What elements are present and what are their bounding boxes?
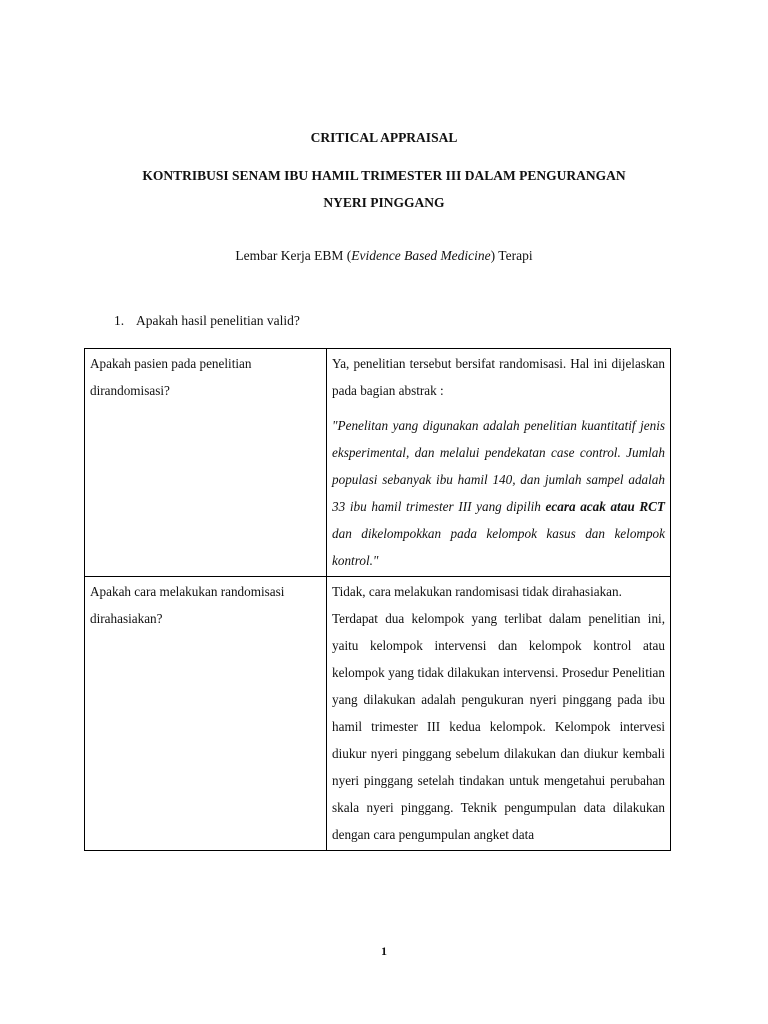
question-number: 1. [114, 313, 125, 328]
abstract-quote [332, 412, 665, 574]
quote-close: " [372, 553, 379, 568]
study-title-line-1: KONTRIBUSI SENAM IBU HAMIL TRIMESTER III DALAM PENGURANGAN [142, 168, 626, 183]
row-question: Apakah pasien pada penelitian dirandomisasi? [90, 356, 252, 398]
quote-part-1: "Penelitan yang digunakan adalah penelitian kuantitatif jenis eksperimental, dan melalui pendekatan case control. Jumlah populasi sebanyak ibu hamil 140, dan jumlah sampel adalah 33 ibu hamil trimester III yang dipilih [332, 418, 665, 514]
answer-intro: Ya, penelitian tersebut bersifat randomisasi. Hal ini dijelaskan pada bagian abstrak : [332, 356, 665, 398]
appraisal-table [84, 348, 671, 851]
question-cell [85, 349, 327, 577]
table-row [85, 577, 671, 851]
question-cell [85, 577, 327, 851]
worksheet-prefix: Lembar Kerja EBM ( [235, 248, 352, 263]
worksheet-suffix: ) Terapi [490, 248, 533, 263]
quote-part-2: dan dikelompokkan pada kelompok kasus dan kelompok kontrol. [332, 526, 665, 568]
study-title-line-2: NYERI PINGGANG [323, 195, 445, 210]
worksheet-label [0, 248, 768, 264]
document-title: CRITICAL APPRAISAL [310, 130, 458, 145]
page-number: 1 [381, 944, 387, 958]
table-row [85, 349, 671, 577]
question-text: Apakah hasil penelitian valid? [136, 313, 300, 328]
answer-paragraph-2: Terdapat dua kelompok yang terlibat dalam penelitian ini, yaitu kelompok intervensi dan kelompok kontrol atau kelompok yang tidak dilakukan intervensi. Prosedur Penelitian yang dilakukan adalah pengukuran nyeri pinggang pada ibu hamil trimester III kedua kelompok. Kelompok intervesi diukur nyeri pinggang sebelum dilakukan dan diukur kembali nyeri pinggang setelah tindakan untuk mengetahui perubahan skala nyeri pinggang. Teknik pengumpulan data dilakukan dengan cara pengumpulan angket data [332, 611, 665, 842]
answer-cell [327, 577, 671, 851]
answer-cell [327, 349, 671, 577]
section-question [114, 313, 300, 329]
worksheet-emphasis: Evidence Based Medicine [351, 248, 491, 263]
row-question: Apakah cara melakukan randomisasi dirahasiakan? [90, 584, 285, 626]
quote-bold: ecara acak atau RCT [545, 499, 665, 514]
answer-paragraph-1: Tidak, cara melakukan randomisasi tidak dirahasiakan. [332, 584, 622, 599]
